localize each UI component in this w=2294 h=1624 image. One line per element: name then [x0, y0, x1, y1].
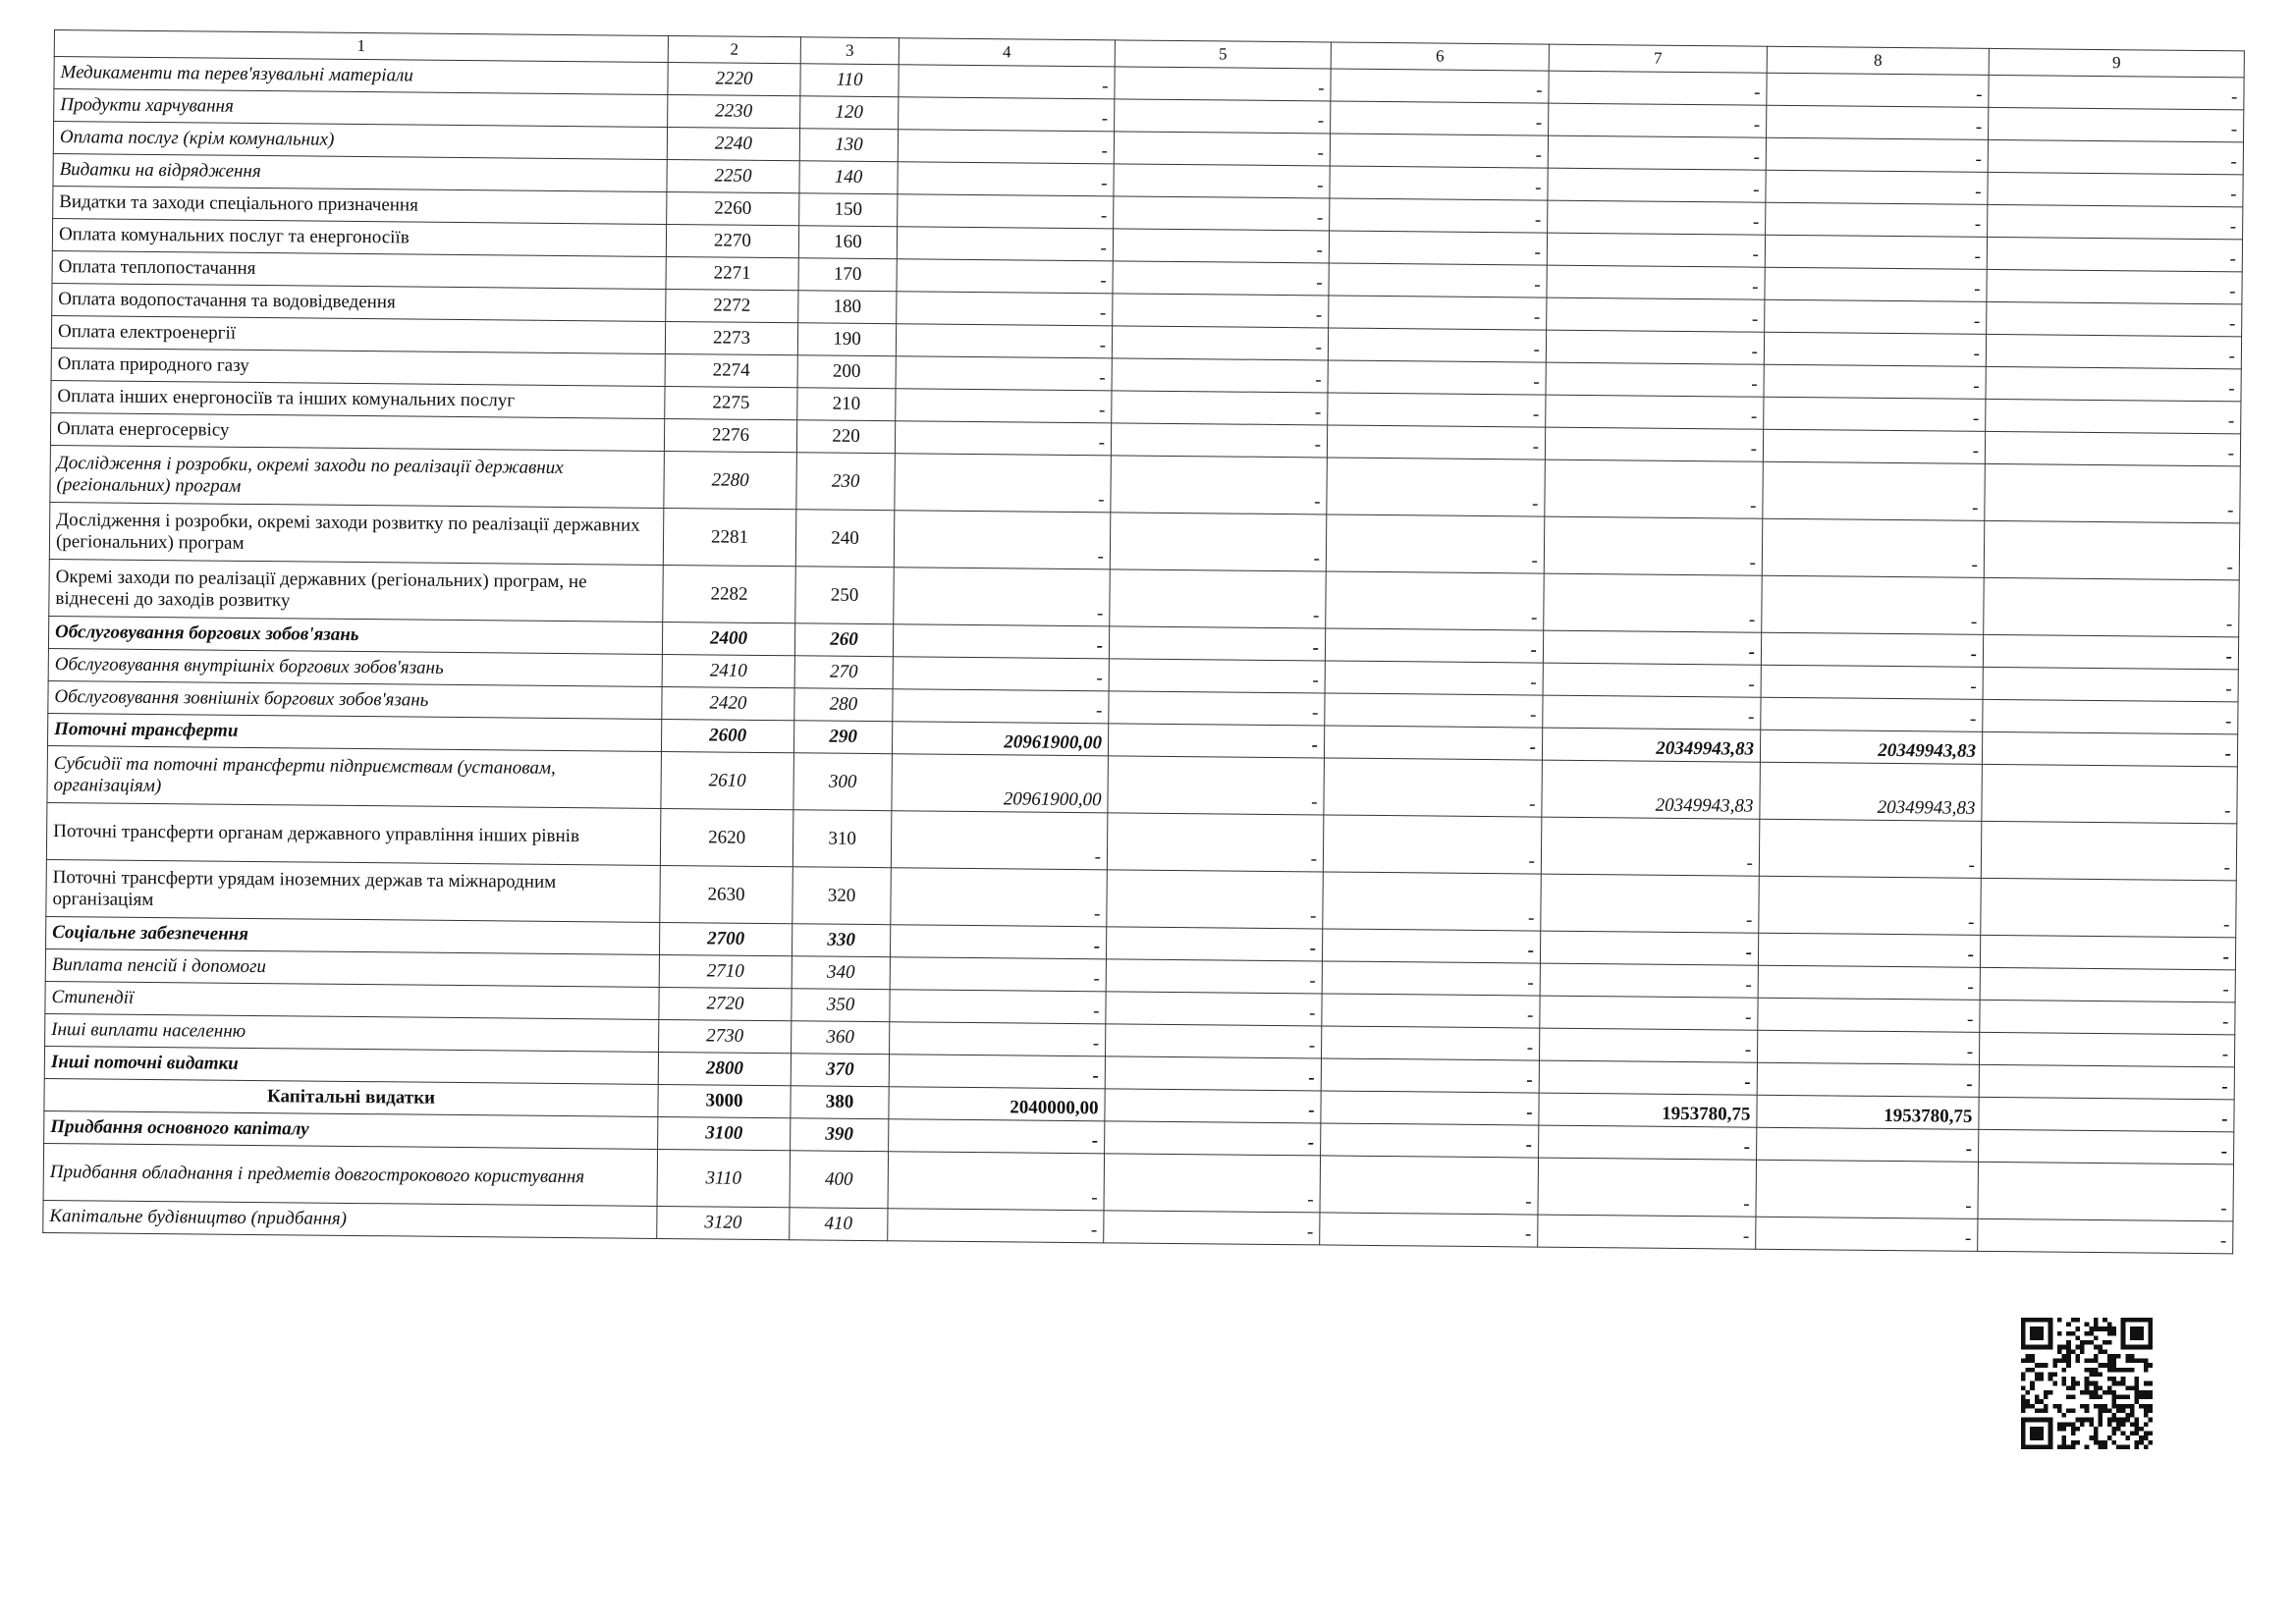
value-cell: -	[897, 292, 1113, 326]
row-code-cell: 260	[794, 623, 893, 657]
row-code-cell: 110	[800, 64, 899, 97]
row-code-cell: 350	[792, 989, 890, 1022]
value-cell: -	[1980, 935, 2235, 969]
kekv-code-cell: 2730	[659, 1019, 792, 1053]
budget-expenditure-table	[42, 29, 2245, 1254]
value-cell: -	[1981, 821, 2237, 880]
value-cell: -	[1987, 269, 2242, 303]
row-code-cell: 330	[792, 924, 890, 957]
value-cell: -	[1330, 166, 1548, 200]
value-cell: 1953780,75	[1757, 1095, 1979, 1129]
qr-code-icon	[2021, 1318, 2153, 1449]
value-cell: -	[1763, 429, 1985, 463]
value-cell: -	[1539, 1028, 1757, 1062]
value-cell: -	[894, 568, 1111, 626]
value-cell: -	[1756, 1160, 1979, 1218]
value-cell: -	[896, 324, 1112, 358]
kekv-code-cell: 2273	[665, 321, 797, 354]
value-cell: -	[891, 811, 1108, 870]
value-cell: -	[1327, 458, 1546, 516]
value-cell: -	[888, 1152, 1105, 1211]
value-cell: -	[1325, 661, 1543, 695]
value-cell: -	[1546, 395, 1764, 429]
kekv-code-cell: 2420	[662, 686, 794, 720]
row-code-cell: 130	[799, 129, 898, 162]
value-cell: 1953780,75	[1539, 1093, 1757, 1127]
row-code-cell: 120	[800, 96, 899, 130]
kekv-code-cell: 2280	[664, 451, 797, 509]
column-header: 6	[1331, 42, 1549, 71]
value-cell: -	[1112, 391, 1328, 425]
row-name-cell: Субсидії та поточні трансферти підприємствам (установам, організаціям)	[47, 745, 662, 808]
value-cell: -	[1107, 813, 1324, 872]
value-cell: -	[898, 194, 1114, 229]
value-cell: -	[1543, 630, 1761, 665]
value-cell: -	[890, 957, 1106, 992]
budget-table-sheet	[42, 29, 2244, 1254]
row-name-cell: Продукти харчування	[54, 89, 668, 128]
value-cell: -	[1111, 456, 1328, 514]
row-name-cell: Оплата інших енергоносіїв та інших комунальних послуг	[51, 380, 665, 418]
row-name-cell: Поточні трансферти	[47, 713, 661, 751]
value-cell: -	[1326, 514, 1545, 573]
value-cell: -	[1108, 756, 1325, 815]
value-cell: -	[1762, 518, 1985, 577]
row-code-cell: 300	[793, 753, 893, 811]
kekv-code-cell: 2400	[662, 622, 794, 655]
value-cell: -	[1548, 135, 1766, 170]
row-name-cell: Соціальне забезпечення	[46, 916, 660, 954]
value-cell: -	[1321, 1123, 1539, 1158]
column-header: 2	[668, 36, 800, 64]
value-cell: -	[1320, 1156, 1539, 1215]
value-cell: -	[1115, 99, 1331, 134]
value-cell: -	[1331, 69, 1549, 103]
value-cell: -	[1979, 1064, 2234, 1099]
value-cell: -	[1321, 1058, 1539, 1093]
value-cell: -	[1989, 75, 2244, 109]
kekv-code-cell: 2271	[666, 256, 798, 290]
value-cell: -	[1765, 267, 1987, 301]
value-cell: -	[1110, 569, 1327, 628]
value-cell: -	[1105, 1089, 1321, 1123]
value-cell: -	[1540, 996, 1758, 1030]
value-cell: -	[893, 624, 1109, 659]
value-cell: -	[1326, 571, 1545, 630]
value-cell: -	[1541, 874, 1760, 933]
value-cell: -	[1328, 393, 1546, 427]
value-cell: -	[1114, 132, 1330, 166]
row-name-cell: Дослідження і розробки, окремі заходи по реалізації державних (регіональних) програм	[50, 445, 665, 508]
value-cell: -	[1540, 931, 1758, 965]
value-cell: -	[1988, 204, 2243, 239]
value-cell: -	[1112, 326, 1328, 360]
value-cell: -	[1978, 1162, 2234, 1220]
value-cell: -	[1328, 328, 1546, 362]
row-code-cell: 320	[792, 867, 892, 925]
column-header: 3	[800, 37, 899, 65]
row-name-cell: Оплата послуг (крім комунальних)	[53, 122, 667, 160]
row-code-cell: 150	[799, 193, 898, 227]
value-cell: -	[1986, 399, 2241, 433]
row-code-cell: 280	[794, 688, 893, 722]
value-cell: -	[1758, 933, 1980, 967]
value-cell: -	[1766, 170, 1988, 204]
value-cell: 2040000,00	[889, 1087, 1105, 1121]
value-cell: -	[895, 421, 1111, 456]
kekv-code-cell: 2230	[668, 95, 800, 129]
value-cell: -	[1329, 296, 1547, 330]
value-cell: -	[1114, 164, 1330, 198]
value-cell: -	[1767, 105, 1989, 139]
value-cell: -	[1545, 427, 1763, 461]
row-code-cell: 390	[791, 1118, 889, 1152]
value-cell: -	[1114, 196, 1330, 231]
value-cell: -	[1982, 731, 2237, 766]
value-cell: -	[1761, 632, 1983, 667]
value-cell: -	[1547, 298, 1765, 332]
row-name-cell: Окремі заходи по реалізації державних (регіональних) програм, не віднесені до заходів розвитку	[49, 559, 664, 622]
row-name-cell: Дослідження і розробки, окремі заходи розвитку по реалізації державних (регіональних) програм	[49, 502, 664, 565]
value-cell: -	[1765, 299, 1987, 334]
row-code-cell: 270	[794, 656, 893, 689]
value-cell: -	[1978, 1218, 2233, 1253]
value-cell: -	[1757, 1127, 1979, 1162]
value-cell: -	[1331, 101, 1549, 135]
value-cell: -	[1544, 573, 1763, 632]
row-code-cell: 410	[790, 1208, 888, 1241]
value-cell: -	[1979, 1097, 2234, 1131]
value-cell: -	[1106, 992, 1322, 1026]
value-cell: -	[1982, 764, 2238, 823]
value-cell: -	[1545, 460, 1764, 518]
value-cell: -	[1108, 724, 1324, 758]
value-cell: -	[1324, 758, 1543, 817]
row-code-cell: 290	[793, 721, 892, 754]
row-name-cell: Капітальні видатки	[44, 1078, 658, 1116]
row-name-cell: Виплата пенсій і допомоги	[45, 948, 659, 987]
row-name-cell: Оплата природного газу	[51, 348, 665, 386]
value-cell: -	[897, 259, 1113, 294]
value-cell: -	[1980, 1000, 2235, 1034]
value-cell: -	[1109, 691, 1325, 726]
value-cell: -	[1757, 1030, 1979, 1064]
value-cell: -	[1979, 1032, 2234, 1066]
value-cell: 20349943,83	[1760, 730, 1982, 764]
value-cell: -	[1111, 423, 1327, 458]
row-code-cell: 380	[791, 1086, 889, 1119]
value-cell: 20349943,83	[1760, 762, 1983, 821]
value-cell: -	[1764, 397, 1986, 431]
value-cell: -	[898, 130, 1114, 164]
value-cell: -	[1543, 663, 1761, 697]
row-name-cell: Стипендії	[45, 981, 659, 1019]
value-cell: -	[1548, 168, 1766, 202]
value-cell: 20961900,00	[892, 754, 1109, 813]
row-name-cell: Придбання обладнання і предметів довгострокового користування	[43, 1143, 658, 1206]
kekv-code-cell: 3000	[658, 1084, 791, 1117]
value-cell: -	[1985, 431, 2240, 465]
kekv-code-cell: 2720	[659, 987, 792, 1020]
value-cell: -	[1765, 235, 1987, 269]
row-code-cell: 140	[799, 161, 898, 194]
row-name-cell: Оплата електроенергії	[51, 315, 665, 353]
kekv-code-cell: 2274	[665, 353, 797, 387]
value-cell: -	[1547, 265, 1765, 299]
value-cell: -	[1115, 67, 1331, 101]
row-name-cell: Поточні трансферти органам державного управління інших рівнів	[46, 802, 661, 865]
value-cell: -	[896, 356, 1112, 391]
value-cell: -	[1320, 1213, 1538, 1247]
column-header: 9	[1989, 48, 2244, 77]
value-cell: -	[889, 1119, 1105, 1154]
value-cell: -	[1325, 693, 1543, 728]
value-cell: -	[1113, 261, 1329, 296]
column-header: 7	[1549, 44, 1767, 73]
row-name-cell: Обслуговування боргових зобов'язань	[48, 616, 662, 654]
row-name-cell: Інші виплати населенню	[45, 1013, 659, 1052]
kekv-code-cell: 2281	[663, 508, 796, 566]
column-header: 5	[1115, 40, 1331, 69]
row-code-cell: 340	[792, 956, 890, 990]
value-cell: -	[1541, 817, 1760, 876]
value-cell: -	[1758, 998, 1980, 1032]
value-cell: -	[1322, 994, 1540, 1028]
value-cell: -	[890, 990, 1106, 1024]
row-name-cell: Інші поточні видатки	[44, 1046, 658, 1084]
row-code-cell: 210	[797, 388, 896, 421]
value-cell: -	[1766, 137, 1988, 172]
value-cell: -	[893, 689, 1109, 724]
kekv-code-cell: 3100	[658, 1116, 791, 1150]
value-cell: -	[1756, 1217, 1978, 1251]
row-code-cell: 160	[798, 226, 897, 259]
value-cell: -	[1106, 959, 1322, 994]
kekv-code-cell: 2620	[660, 808, 793, 866]
value-cell: -	[1329, 263, 1547, 298]
value-cell: -	[1109, 659, 1325, 693]
value-cell: -	[1548, 200, 1766, 235]
kekv-code-cell: 3110	[657, 1149, 791, 1207]
value-cell: -	[1324, 726, 1542, 760]
value-cell: -	[894, 511, 1111, 569]
row-name-cell: Обслуговування внутрішніх боргових зобов'язань	[48, 648, 662, 686]
row-name-cell: Оплата комунальних послуг та енергоносіїв	[52, 218, 666, 256]
row-code-cell: 370	[791, 1054, 889, 1087]
value-cell: -	[1106, 927, 1322, 961]
row-code-cell: 200	[797, 355, 896, 389]
value-cell: -	[890, 1022, 1106, 1056]
value-cell: -	[1767, 73, 1989, 107]
value-cell: -	[1540, 963, 1758, 998]
value-cell: -	[1538, 1158, 1757, 1217]
kekv-code-cell: 2240	[667, 127, 799, 160]
value-cell: -	[890, 925, 1106, 959]
value-cell: -	[1105, 1056, 1321, 1091]
value-cell: -	[1984, 577, 2240, 636]
value-cell: -	[1759, 819, 1982, 878]
value-cell: -	[1762, 575, 1985, 634]
row-name-cell: Видатки на відрядження	[53, 153, 667, 191]
value-cell: -	[1985, 463, 2241, 522]
kekv-code-cell: 2260	[667, 191, 799, 225]
value-cell: -	[1543, 695, 1761, 730]
value-cell: -	[896, 389, 1112, 423]
value-cell: -	[1981, 878, 2237, 937]
value-cell: -	[1547, 233, 1765, 267]
value-cell: -	[1104, 1154, 1321, 1213]
kekv-code-cell: 2710	[659, 954, 792, 988]
row-code-cell: 240	[795, 510, 895, 568]
value-cell: -	[1549, 71, 1767, 105]
value-cell: -	[1984, 520, 2240, 579]
kekv-code-cell: 2270	[666, 224, 798, 257]
row-name-cell: Оплата енергосервісу	[50, 412, 664, 451]
column-header: 1	[54, 30, 668, 63]
row-code-cell: 250	[795, 567, 895, 624]
row-name-cell: Оплата теплопостачання	[52, 250, 666, 289]
row-code-cell: 190	[797, 323, 896, 356]
value-cell: -	[891, 868, 1108, 927]
value-cell: -	[889, 1055, 1105, 1089]
row-code-cell: 310	[792, 810, 892, 868]
value-cell: -	[1986, 334, 2241, 368]
value-cell: -	[1546, 330, 1764, 364]
value-cell: -	[1539, 1125, 1757, 1160]
row-code-cell: 170	[798, 258, 897, 292]
row-code-cell: 360	[792, 1021, 890, 1055]
kekv-code-cell: 2282	[663, 565, 796, 623]
kekv-code-cell: 2275	[665, 386, 797, 419]
value-cell: -	[1323, 872, 1542, 931]
row-code-cell: 220	[796, 420, 895, 454]
kekv-code-cell: 2700	[659, 922, 792, 955]
value-cell: -	[1330, 134, 1548, 168]
value-cell: -	[1987, 237, 2242, 271]
value-cell: -	[1325, 628, 1543, 663]
value-cell: -	[1983, 667, 2238, 701]
value-cell: -	[1110, 513, 1327, 571]
kekv-code-cell: 2410	[662, 654, 794, 687]
value-cell: -	[899, 65, 1115, 99]
value-cell: -	[1544, 516, 1763, 575]
kekv-code-cell: 2800	[658, 1052, 791, 1085]
value-cell: -	[1766, 202, 1988, 237]
value-cell: -	[1988, 139, 2243, 174]
value-cell: -	[1106, 1024, 1322, 1058]
value-cell: -	[1546, 362, 1764, 397]
value-cell: -	[1761, 665, 1983, 699]
value-cell: -	[1761, 697, 1983, 731]
value-cell: -	[1105, 1121, 1321, 1156]
value-cell: -	[1549, 103, 1767, 137]
kekv-code-cell: 2630	[660, 865, 793, 923]
row-name-cell: Капітальне будівництво (придбання)	[43, 1200, 657, 1238]
value-cell: -	[1107, 870, 1324, 929]
value-cell: -	[1979, 1129, 2234, 1164]
kekv-code-cell: 2276	[664, 418, 796, 452]
value-cell: -	[1113, 294, 1329, 328]
value-cell: -	[1764, 332, 1986, 366]
value-cell: -	[1330, 198, 1548, 233]
value-cell: -	[1329, 231, 1547, 265]
value-cell: -	[1764, 364, 1986, 399]
column-header: 4	[899, 38, 1115, 67]
value-cell: -	[1322, 929, 1540, 963]
value-cell: -	[1538, 1215, 1756, 1249]
value-cell: -	[1323, 815, 1542, 874]
row-code-cell: 400	[790, 1151, 889, 1209]
row-name-cell: Придбання основного капіталу	[44, 1110, 658, 1149]
value-cell: 20349943,83	[1542, 760, 1761, 819]
row-name-cell: Медикаменти та перев'язувальні матеріали	[54, 57, 668, 95]
row-name-cell: Поточні трансферти урядам іноземних держав та міжнародним організаціям	[46, 859, 661, 922]
kekv-code-cell: 2250	[667, 159, 799, 192]
row-code-cell: 180	[798, 291, 897, 324]
value-cell: -	[1757, 1062, 1979, 1097]
kekv-code-cell: 2600	[661, 719, 793, 752]
value-cell: -	[1983, 699, 2238, 733]
value-cell: -	[1983, 634, 2238, 669]
kekv-code-cell: 2610	[661, 751, 794, 809]
value-cell: -	[1758, 965, 1980, 1000]
value-cell: -	[1989, 107, 2244, 141]
kekv-code-cell: 2220	[668, 63, 800, 96]
value-cell: -	[1327, 425, 1545, 460]
value-cell: 20961900,00	[892, 722, 1108, 756]
value-cell: -	[1980, 967, 2235, 1001]
value-cell: -	[1759, 876, 1982, 935]
value-cell: -	[897, 227, 1113, 261]
value-cell: -	[898, 162, 1114, 196]
value-cell: -	[888, 1209, 1104, 1243]
value-cell: -	[1322, 961, 1540, 996]
value-cell: -	[1987, 301, 2242, 336]
value-cell: -	[1539, 1060, 1757, 1095]
row-name-cell: Обслуговування зовнішніх боргових зобов'язань	[48, 680, 662, 719]
value-cell: -	[1988, 172, 2243, 206]
kekv-code-cell: 2272	[666, 289, 798, 322]
value-cell: -	[1104, 1211, 1320, 1245]
value-cell: -	[895, 454, 1112, 513]
value-cell: -	[1113, 229, 1329, 263]
value-cell: -	[1328, 360, 1546, 395]
value-cell: -	[899, 97, 1115, 132]
value-cell: -	[1322, 1026, 1540, 1060]
value-cell: 20349943,83	[1542, 728, 1760, 762]
value-cell: -	[893, 657, 1109, 691]
value-cell: -	[1763, 461, 1986, 520]
value-cell: -	[1112, 358, 1328, 393]
value-cell: -	[1109, 626, 1325, 661]
column-header: 8	[1767, 46, 1989, 75]
kekv-code-cell: 3120	[657, 1206, 790, 1239]
row-name-cell: Видатки та заходи спеціального призначення	[53, 186, 667, 224]
row-name-cell: Оплата водопостачання та водовідведення	[52, 283, 666, 321]
row-code-cell: 230	[796, 453, 896, 511]
value-cell: -	[1321, 1091, 1539, 1125]
value-cell: -	[1986, 366, 2241, 401]
